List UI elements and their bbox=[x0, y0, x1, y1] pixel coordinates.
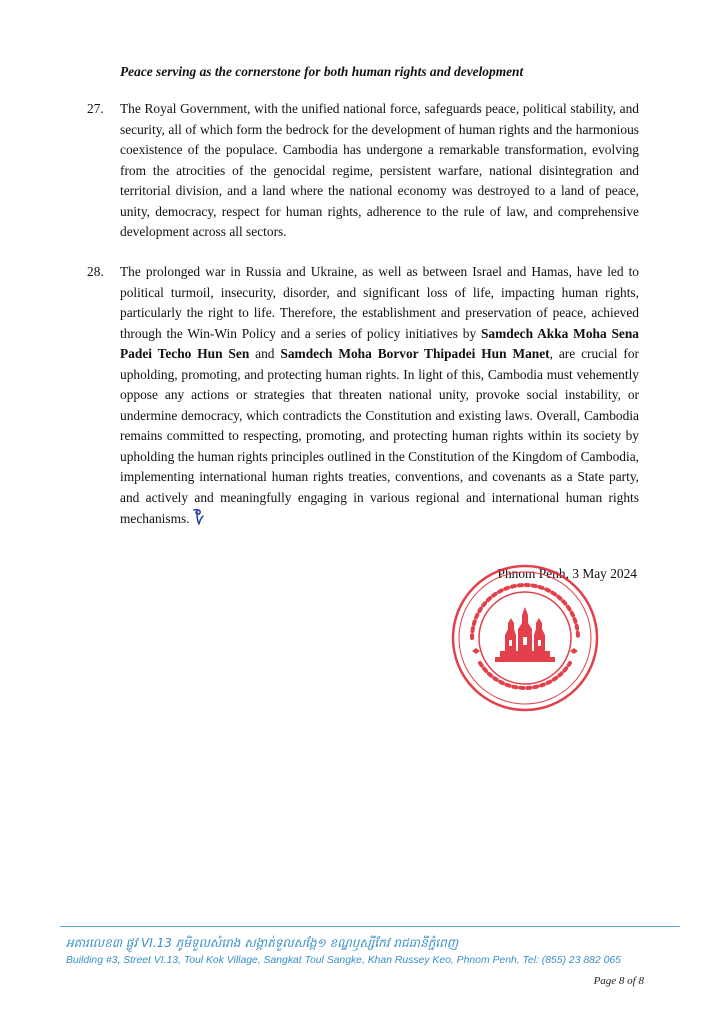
paragraph-27 bbox=[87, 99, 639, 243]
paragraph-text-part: The prolonged war in Russia and Ukraine, as well as between Israel and Hamas, have led to political turmoil, insecurity, disorder, and significant loss of life, impacting human rights, particularly the right to life. Therefore, the establishment and preservation of peace, achieved through the Win-Win Policy and a series of policy initiatives by bbox=[120, 264, 639, 341]
footer-address: Building #3, Street VI.13, Toul Kok Village, Sangkat Toul Sangke, Khan Russey Keo, Phnom Penh, Tel: (855) 23 882 065 bbox=[66, 955, 621, 966]
paragraph-28 bbox=[87, 262, 639, 533]
official-seal-icon bbox=[450, 563, 600, 713]
footer-divider bbox=[60, 926, 680, 927]
paragraph-text bbox=[120, 262, 639, 533]
bold-name-hun-manet: Samdech Moha Borvor Thipadei Hun Manet bbox=[280, 346, 550, 361]
paragraph-text-part: and bbox=[249, 346, 281, 361]
paragraph-number: 28. bbox=[87, 264, 104, 279]
initial-mark-icon bbox=[191, 508, 205, 533]
page-number: Page 8 of 8 bbox=[593, 975, 644, 987]
section-heading: Peace serving as the cornerstone for both human rights and development bbox=[120, 64, 524, 79]
paragraph-text: The Royal Government, with the unified national force, safeguards peace, political stability, and security, all of which form the bedrock for the development of human rights and the harmonious coexistence of the populace. Cambodia has undergone a remarkable transformation, evolving from the atrocities of the genocidal regime, persistent warfare, national disintegration and territorial division, and a land where the national economy was destroyed to a land of peace, unity, democracy, respect for human rights, adherence to the rule of law, and comprehensive development across all sectors. bbox=[120, 101, 639, 239]
paragraph-text-part: , are crucial for upholding, promoting, and protecting human rights. In light of this, Cambodia must vehemently oppose any actions or strategies that threaten national unity, provoke social instability, or undermine democracy, which contradicts the Constitution and existing laws. Overall, Cambodia remains committed to respecting, promoting, and protecting human rights within its society by upholding the human rights principles outlined in the Constitution of the Kingdom of Cambodia, implementing international human rights treaties, conventions, and covenants as a State party, and actively and meaningfully engaging in various regional and international human rights mechanisms. bbox=[120, 346, 640, 526]
bold-name-hun-sen: Samdech Akka Moha Sena Padei Techo Hun Sen bbox=[120, 325, 640, 361]
paragraph-number: 27. bbox=[87, 101, 104, 116]
signoff-date: Phnom Penh, 3 May 2024 bbox=[497, 566, 637, 581]
footer-khmer-address: អគារលេខ៣ ផ្លូវ VI.13 ភូមិទួលសំរោង សង្កាត់ទួលសង្កែ១ ខណ្ឌឫស្សីកែវ រាជធានីភ្នំពេញ bbox=[66, 936, 459, 950]
